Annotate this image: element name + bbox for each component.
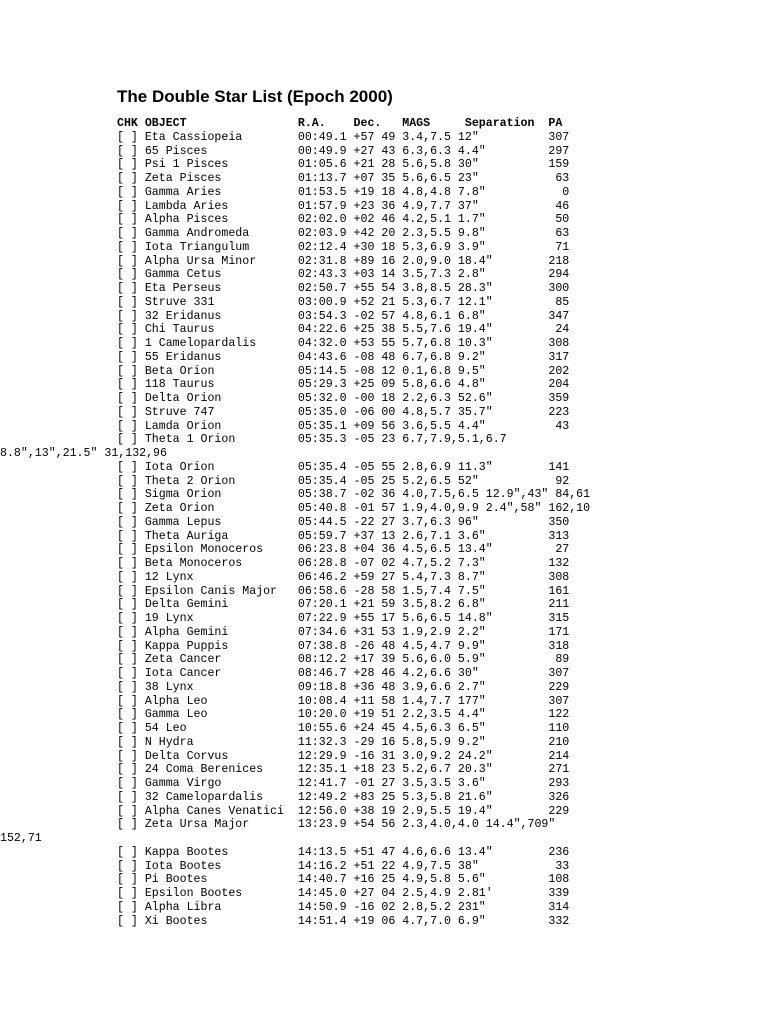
table-row: [ ] Xi Bootes 14:51.4 +19 06 4.7,7.0 6.9" 332 [117, 914, 570, 928]
table-row: [ ] Sigma Orion 05:38.7 -02 36 4.0,7.5,6.5 12.9",43" 84,61 [117, 488, 591, 502]
table-row: [ ] Gamma Aries 01:53.5 +19 18 4.8,4.8 7.8" 0 [117, 185, 570, 199]
table-row: [ ] Alpha Gemini 07:34.6 +31 53 1.9,2.9 2.2" 171 [117, 625, 570, 639]
table-row: [ ] Alpha Canes Venatici 12:56.0 +38 19 2.9,5.5 19.4" 229 [117, 804, 570, 818]
table-row: [ ] Epsilon Monoceros 06:23.8 +04 36 4.5,6.5 13.4" 27 [117, 543, 570, 557]
table-row: [ ] Delta Gemini 07:20.1 +21 59 3.5,8.2 6.8" 211 [117, 598, 570, 612]
table-row: [ ] Alpha Pisces 02:02.0 +02 46 4.2,5.1 1.7" 50 [117, 213, 570, 227]
table-row: [ ] 65 Pisces 00:49.9 +27 43 6.3,6.3 4.4" 297 [117, 144, 570, 158]
table-row: [ ] N Hydra 11:32.3 -29 16 5.8,5.9 9.2" 210 [117, 735, 570, 749]
table-row: [ ] 32 Camelopardalis 12:49.2 +83 25 5.3,5.8 21.6" 326 [117, 790, 570, 804]
table-row: [ ] Chi Taurus 04:22.6 +25 38 5.5,7.6 19.4" 24 [117, 323, 570, 337]
table-row: [ ] Psi 1 Pisces 01:05.6 +21 28 5.6,5.8 30" 159 [117, 158, 570, 172]
table-row: [ ] Zeta Orion 05:40.8 -01 57 1.9,4.0,9.9 2.4",58" 162,10 [117, 502, 591, 515]
table-row: [ ] 118 Taurus 05:29.3 +25 09 5.8,6.6 4.8" 204 [117, 378, 570, 392]
table-row: [ ] Iota Orion 05:35.4 -05 55 2.8,6.9 11.3" 141 [117, 460, 570, 474]
table-row: [ ] Kappa Puppis 07:38.8 -26 48 4.5,4.7 9.9" 318 [117, 639, 570, 653]
table-row: [ ] Gamma Virgo 12:41.7 -01 27 3.5,3.5 3.6" 293 [117, 777, 570, 790]
page-title: The Double Star List (Epoch 2000) [117, 87, 393, 106]
table-row: [ ] Struve 747 05:35.0 -06 00 4.8,5.7 35.7" 223 [117, 405, 570, 419]
table-row: [ ] 38 Lynx 09:18.8 +36 48 3.9,6.6 2.7" 229 [117, 680, 570, 694]
table-row: [ ] Gamma Leo 10:20.0 +19 51 2.2,3.5 4.4" 122 [117, 708, 570, 722]
table-row: [ ] Theta Auriga 05:59.7 +37 13 2.6,7.1 3.6" 313 [117, 529, 570, 543]
table-row: [ ] Iota Cancer 08:46.7 +28 46 4.2,6.6 30" 307 [117, 667, 570, 680]
table-row: [ ] Alpha Ursa Minor 02:31.8 +89 16 2.0,9.0 18.4" 218 [117, 254, 570, 268]
table-body [0, 130, 765, 929]
table-row: [ ] Gamma Cetus 02:43.3 +03 14 3.5,7.3 2.8" 294 [117, 268, 570, 282]
table-row: [ ] Struve 331 03:00.9 +52 21 5.3,6.7 12.1" 85 [117, 295, 570, 309]
table-row: [ ] 24 Coma Berenices 12:35.1 +18 23 5.2,6.7 20.3" 271 [117, 763, 570, 777]
table-row: [ ] Delta Corvus 12:29.9 -16 31 3.0,9.2 24.2" 214 [117, 749, 570, 763]
row-continuation: 8.8",13",21.5" 31,132,96 [0, 447, 167, 460]
table-row: [ ] Alpha Libra 14:50.9 -16 02 2.8,5.2 231" 314 [117, 900, 570, 914]
table-row: [ ] Eta Cassiopeia 00:49.1 +57 49 3.4,7.5 12" 307 [117, 130, 570, 144]
table-row: [ ] Epsilon Canis Major 06:58.6 -28 58 1.5,7.4 7.5" 161 [117, 584, 570, 598]
table-row: [ ] 12 Lynx 06:46.2 +59 27 5.4,7.3 8.7" 308 [117, 570, 570, 584]
table-row: [ ] Gamma Lepus 05:44.5 -22 27 3.7,6.3 96" 350 [117, 515, 570, 529]
table-row: [ ] Iota Bootes 14:16.2 +51 22 4.9,7.5 38" 33 [117, 859, 570, 873]
table-row: [ ] Zeta Pisces 01:13.7 +07 35 5.6,6.5 23" 63 [117, 172, 570, 185]
table-row: [ ] 55 Eridanus 04:43.6 -08 48 6.7,6.8 9.2" 317 [117, 350, 570, 364]
table-row: [ ] Iota Triangulum 02:12.4 +30 18 5.3,6.9 3.9" 71 [117, 240, 570, 254]
table-header: CHK OBJECT R.A. Dec. MAGS Separation PA [117, 117, 563, 130]
table-row: [ ] Alpha Leo 10:08.4 +11 58 1.4,7.7 177" 307 [117, 694, 570, 708]
table-row: [ ] Pi Bootes 14:40.7 +16 25 4.9,5.8 5.6" 108 [117, 873, 570, 887]
table-row: [ ] 32 Eridanus 03:54.3 -02 57 4.8,6.1 6.8" 347 [117, 309, 570, 323]
table-row: [ ] Zeta Cancer 08:12.2 +17 39 5.6,6.0 5.9" 89 [117, 653, 570, 667]
table-row: [ ] 19 Lynx 07:22.9 +55 17 5.6,6.5 14.8" 315 [117, 612, 570, 625]
table-row: [ ] Beta Monoceros 06:28.8 -07 02 4.7,5.2 7.3" 132 [117, 557, 570, 570]
table-row: [ ] Delta Orion 05:32.0 -00 18 2.2,6.3 52.6" 359 [117, 392, 570, 405]
table-row: [ ] 54 Leo 10:55.6 +24 45 4.5,6.3 6.5" 110 [117, 722, 570, 735]
table-row: [ ] Gamma Andromeda 02:03.9 +42 20 2.3,5.5 9.8" 63 [117, 227, 570, 240]
table-row: [ ] Theta 1 Orion 05:35.3 -05 23 6.7,7.9,5.1,6.7 [117, 433, 507, 447]
table-row: [ ] Kappa Bootes 14:13.5 +51 47 4.6,6.6 13.4" 236 [117, 845, 570, 859]
double-star-table [0, 117, 765, 928]
table-row: [ ] Epsilon Bootes 14:45.0 +27 04 2.5,4.9 2.81' 339 [117, 887, 570, 900]
row-continuation: 152,71 [0, 832, 42, 845]
table-row: [ ] Eta Perseus 02:50.7 +55 54 3.8,8.5 28.3" 300 [117, 282, 570, 295]
table-row: [ ] 1 Camelopardalis 04:32.0 +53 55 5.7,6.8 10.3" 308 [117, 337, 570, 350]
table-row: [ ] Lambda Aries 01:57.9 +23 36 4.9,7.7 37" 46 [117, 199, 570, 213]
table-row: [ ] Beta Orion 05:14.5 -08 12 0.1,6.8 9.5" 202 [117, 364, 570, 378]
table-row: [ ] Zeta Ursa Major 13:23.9 +54 56 2.3,4.0,4.0 14.4",709" [117, 818, 556, 832]
table-row: [ ] Theta 2 Orion 05:35.4 -05 25 5.2,6.5 52" 92 [117, 474, 570, 488]
table-row: [ ] Lamda Orion 05:35.1 +09 56 3.6,5.5 4.4" 43 [117, 419, 570, 433]
